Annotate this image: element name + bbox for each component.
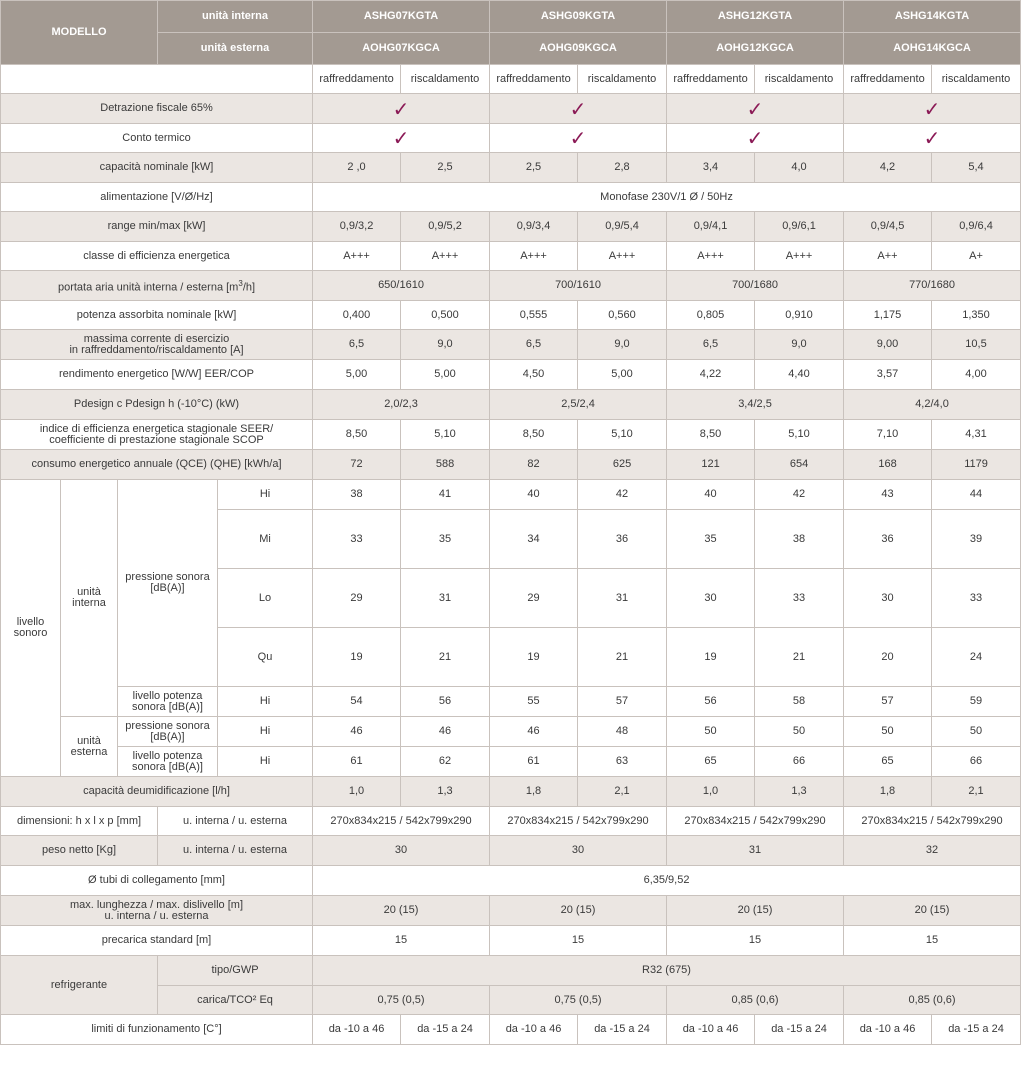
cell-value: 56 <box>667 687 755 717</box>
sound-indoor-label: unità interna <box>61 480 118 717</box>
cell-value: 2,8 <box>578 153 667 183</box>
cell-value: 625 <box>578 450 667 480</box>
cell-value: 15 <box>313 926 490 956</box>
cell-value: 0,9/3,4 <box>490 212 578 242</box>
cell-value: 6,5 <box>667 330 755 360</box>
cell-value: R32 (675) <box>313 956 1021 986</box>
mode-cooling: raffreddamento <box>667 65 755 94</box>
sound-pressure-label: pressione sonora [dB(A)] <box>118 717 218 747</box>
cell-value: 44 <box>932 480 1021 510</box>
mode-cooling: raffreddamento <box>490 65 578 94</box>
mode-cooling: raffreddamento <box>844 65 932 94</box>
row-label-lunghezza: max. lunghezza / max. dislivello [m] u. interna / u. esterna <box>1 896 313 926</box>
indoor-model-3: ASHG12KGTA <box>667 1 844 33</box>
cell-value: 29 <box>313 569 401 628</box>
cell-value: 50 <box>844 717 932 747</box>
cell-value: 21 <box>578 628 667 687</box>
cell-value: 9,0 <box>401 330 490 360</box>
cell-value: da -15 a 24 <box>578 1015 667 1045</box>
cell-value: 4,31 <box>932 420 1021 450</box>
cell-value: 5,10 <box>401 420 490 450</box>
sound-level-lo: Lo <box>218 569 313 628</box>
cell-value: 1,8 <box>844 777 932 807</box>
cell-value: da -15 a 24 <box>755 1015 844 1045</box>
cell-value: 0,9/4,1 <box>667 212 755 242</box>
mode-cooling: raffreddamento <box>313 65 401 94</box>
cell-value: 20 (15) <box>844 896 1021 926</box>
cell-value: A+++ <box>578 242 667 271</box>
cell-value: 59 <box>932 687 1021 717</box>
row-label-deumidificazione: capacità deumidificazione [l/h] <box>1 777 313 807</box>
row-label-alimentazione: alimentazione [V/Ø/Hz] <box>1 183 313 212</box>
cell-value: A+++ <box>755 242 844 271</box>
row-label-potenza: potenza assorbita nominale [kW] <box>1 301 313 330</box>
cell-value: 35 <box>667 510 755 569</box>
cell-value: 2,1 <box>932 777 1021 807</box>
row-label-range: range min/max [kW] <box>1 212 313 242</box>
cell-value: 30 <box>490 836 667 866</box>
cell-value: 19 <box>313 628 401 687</box>
cell-value: 0,9/5,2 <box>401 212 490 242</box>
indoor-unit-header: unità interna <box>158 1 313 33</box>
cell-value: 46 <box>401 717 490 747</box>
cell-value: 1,8 <box>490 777 578 807</box>
cell-value: A+ <box>932 242 1021 271</box>
cell-value: Monofase 230V/1 Ø / 50Hz <box>313 183 1021 212</box>
cell-value: 0,500 <box>401 301 490 330</box>
cell-value: 270x834x215 / 542x799x290 <box>490 807 667 836</box>
cell-value: 4,00 <box>932 360 1021 390</box>
sound-pressure-label: pressione sonora [dB(A)] <box>118 480 218 687</box>
cell-value: 0,75 (0,5) <box>313 986 490 1015</box>
check-icon: ✓ <box>667 94 844 124</box>
cell-value: 61 <box>313 747 401 777</box>
cell-value: da -10 a 46 <box>313 1015 401 1045</box>
cell-value: da -10 a 46 <box>490 1015 578 1045</box>
cell-value: 0,9/6,1 <box>755 212 844 242</box>
cell-value: 9,0 <box>578 330 667 360</box>
cell-value: 770/1680 <box>844 271 1021 301</box>
cell-value: 654 <box>755 450 844 480</box>
cell-value: 0,560 <box>578 301 667 330</box>
cell-value: 38 <box>313 480 401 510</box>
cell-value: 33 <box>755 569 844 628</box>
sound-power-label: livello potenza sonora [dB(A)] <box>118 687 218 717</box>
cell-value: 36 <box>578 510 667 569</box>
mode-heating: riscaldamento <box>932 65 1021 94</box>
cell-value: 1179 <box>932 450 1021 480</box>
cell-value: 1,175 <box>844 301 932 330</box>
cell-value: A+++ <box>401 242 490 271</box>
cell-value: 700/1680 <box>667 271 844 301</box>
cell-value: 0,9/3,2 <box>313 212 401 242</box>
cell-value: 63 <box>578 747 667 777</box>
cell-value: 1,0 <box>667 777 755 807</box>
cell-value: 41 <box>401 480 490 510</box>
cell-value: 19 <box>667 628 755 687</box>
cell-value: 31 <box>401 569 490 628</box>
cell-value: 42 <box>578 480 667 510</box>
cell-value: 39 <box>932 510 1021 569</box>
cell-value: 46 <box>313 717 401 747</box>
cell-value: 65 <box>667 747 755 777</box>
cell-value: 20 (15) <box>313 896 490 926</box>
cell-value: 56 <box>401 687 490 717</box>
cell-value: 33 <box>313 510 401 569</box>
row-label-classe: classe di efficienza energetica <box>1 242 313 271</box>
cell-value: 121 <box>667 450 755 480</box>
cell-value: 3,57 <box>844 360 932 390</box>
cell-value: 38 <box>755 510 844 569</box>
cell-value: 0,85 (0,6) <box>844 986 1021 1015</box>
mode-row-blank <box>1 65 313 94</box>
cell-value: 19 <box>490 628 578 687</box>
cell-value: 5,00 <box>313 360 401 390</box>
check-icon: ✓ <box>844 94 1021 124</box>
cell-value: 9,00 <box>844 330 932 360</box>
cell-value: A+++ <box>490 242 578 271</box>
cell-value: 15 <box>490 926 667 956</box>
cell-value: 1,3 <box>755 777 844 807</box>
row-label-consumo: consumo energetico annuale (QCE) (QHE) [kWh/a] <box>1 450 313 480</box>
cell-value: 2,5 <box>401 153 490 183</box>
cell-value: 4,2/4,0 <box>844 390 1021 420</box>
outdoor-model-2: AOHG09KGCA <box>490 33 667 65</box>
cell-value: 700/1610 <box>490 271 667 301</box>
cell-value: 29 <box>490 569 578 628</box>
cell-value: 46 <box>490 717 578 747</box>
row-label-refrigerante: refrigerante <box>1 956 158 1015</box>
sound-level-mi: Mi <box>218 510 313 569</box>
cell-value: 72 <box>313 450 401 480</box>
check-icon: ✓ <box>313 124 490 153</box>
cell-value: 50 <box>667 717 755 747</box>
mode-heating: riscaldamento <box>755 65 844 94</box>
cell-value: 8,50 <box>490 420 578 450</box>
row-sublabel-peso: u. interna / u. esterna <box>158 836 313 866</box>
check-icon: ✓ <box>313 94 490 124</box>
cell-value: 4,22 <box>667 360 755 390</box>
cell-value: 61 <box>490 747 578 777</box>
cell-value: 21 <box>401 628 490 687</box>
cell-value: 31 <box>667 836 844 866</box>
cell-value: 0,9/6,4 <box>932 212 1021 242</box>
indoor-model-2: ASHG09KGTA <box>490 1 667 33</box>
cell-value: 54 <box>313 687 401 717</box>
cell-value: 66 <box>932 747 1021 777</box>
cell-value: 62 <box>401 747 490 777</box>
indoor-model-1: ASHG07KGTA <box>313 1 490 33</box>
row-label-capacita: capacità nominale [kW] <box>1 153 313 183</box>
cell-value: 3,4/2,5 <box>667 390 844 420</box>
cell-value: 50 <box>932 717 1021 747</box>
cell-value: 3,4 <box>667 153 755 183</box>
cell-value: 35 <box>401 510 490 569</box>
row-label-precarica: precarica standard [m] <box>1 926 313 956</box>
cell-value: da -15 a 24 <box>932 1015 1021 1045</box>
outdoor-model-4: AOHG14KGCA <box>844 33 1021 65</box>
cell-value: 34 <box>490 510 578 569</box>
cell-value: 2,5/2,4 <box>490 390 667 420</box>
cell-value: 2,1 <box>578 777 667 807</box>
cell-value: 0,910 <box>755 301 844 330</box>
cell-value: 20 (15) <box>667 896 844 926</box>
cell-value: 5,4 <box>932 153 1021 183</box>
mode-heating: riscaldamento <box>401 65 490 94</box>
cell-value: 7,10 <box>844 420 932 450</box>
cell-value: 4,0 <box>755 153 844 183</box>
cell-value: 0,9/5,4 <box>578 212 667 242</box>
cell-value: 4,50 <box>490 360 578 390</box>
cell-value: 0,805 <box>667 301 755 330</box>
cell-value: 270x834x215 / 542x799x290 <box>667 807 844 836</box>
cell-value: da -15 a 24 <box>401 1015 490 1045</box>
cell-value: 36 <box>844 510 932 569</box>
cell-value: 30 <box>667 569 755 628</box>
cell-value: 6,5 <box>313 330 401 360</box>
cell-value: 4,40 <box>755 360 844 390</box>
cell-value: 6,35/9,52 <box>313 866 1021 896</box>
row-label-dimensioni: dimensioni: h x l x p [mm] <box>1 807 158 836</box>
sound-level-label: livello sonoro <box>1 480 61 777</box>
cell-value: 1,350 <box>932 301 1021 330</box>
cell-value: 57 <box>844 687 932 717</box>
indoor-model-4: ASHG14KGTA <box>844 1 1021 33</box>
cell-value: A+++ <box>313 242 401 271</box>
cell-value: 5,10 <box>578 420 667 450</box>
row-label-seer: indice di efficienza energetica stagionale SEER/ coefficiente di prestazione stagionale SCOP <box>1 420 313 450</box>
cell-value: 588 <box>401 450 490 480</box>
row-label-detrazione: Detrazione fiscale 65% <box>1 94 313 124</box>
cell-value: 5,00 <box>578 360 667 390</box>
cell-value: 58 <box>755 687 844 717</box>
cell-value: 2,0/2,3 <box>313 390 490 420</box>
sound-outdoor-label: unità esterna <box>61 717 118 777</box>
row-sublabel-carica: carica/TCO² Eq <box>158 986 313 1015</box>
check-icon: ✓ <box>490 124 667 153</box>
check-icon: ✓ <box>844 124 1021 153</box>
cell-value: 40 <box>490 480 578 510</box>
cell-value: 4,2 <box>844 153 932 183</box>
cell-value: 50 <box>755 717 844 747</box>
cell-value: 5,10 <box>755 420 844 450</box>
mode-heating: riscaldamento <box>578 65 667 94</box>
outdoor-unit-header: unità esterna <box>158 33 313 65</box>
cell-value: 0,400 <box>313 301 401 330</box>
cell-value: da -10 a 46 <box>667 1015 755 1045</box>
cell-value: 1,0 <box>313 777 401 807</box>
cell-value: 6,5 <box>490 330 578 360</box>
row-label-tubi: Ø tubi di collegamento [mm] <box>1 866 313 896</box>
cell-value: 9,0 <box>755 330 844 360</box>
cell-value: 42 <box>755 480 844 510</box>
check-icon: ✓ <box>667 124 844 153</box>
cell-value: 2 ,0 <box>313 153 401 183</box>
cell-value: 48 <box>578 717 667 747</box>
cell-value: 8,50 <box>667 420 755 450</box>
cell-value: 40 <box>667 480 755 510</box>
cell-value: 650/1610 <box>313 271 490 301</box>
cell-value: da -10 a 46 <box>844 1015 932 1045</box>
row-label-conto-termico: Conto termico <box>1 124 313 153</box>
cell-value: 5,00 <box>401 360 490 390</box>
cell-value: 1,3 <box>401 777 490 807</box>
cell-value: 0,9/4,5 <box>844 212 932 242</box>
sound-level-hi: Hi <box>218 687 313 717</box>
sound-level-hi: Hi <box>218 717 313 747</box>
row-label-portata: portata aria unità interna / esterna $[m^3/h]$ <box>1 271 313 301</box>
cell-value: 270x834x215 / 542x799x290 <box>313 807 490 836</box>
cell-value: A++ <box>844 242 932 271</box>
cell-value: 30 <box>313 836 490 866</box>
cell-value: 168 <box>844 450 932 480</box>
sound-level-hi: Hi <box>218 480 313 510</box>
cell-value: A+++ <box>667 242 755 271</box>
row-label-pdesign: Pdesign c Pdesign h (-10°C) (kW) <box>1 390 313 420</box>
sound-level-hi: Hi <box>218 747 313 777</box>
cell-value: 15 <box>667 926 844 956</box>
cell-value: 32 <box>844 836 1021 866</box>
cell-value: 20 <box>844 628 932 687</box>
cell-value: 0,85 (0,6) <box>667 986 844 1015</box>
row-label-peso: peso netto [Kg] <box>1 836 158 866</box>
cell-value: 24 <box>932 628 1021 687</box>
cell-value: 2,5 <box>490 153 578 183</box>
cell-value: 82 <box>490 450 578 480</box>
cell-value: 31 <box>578 569 667 628</box>
cell-value: 270x834x215 / 542x799x290 <box>844 807 1021 836</box>
cell-value: 57 <box>578 687 667 717</box>
cell-value: 8,50 <box>313 420 401 450</box>
sound-level-qu: Qu <box>218 628 313 687</box>
cell-value: 65 <box>844 747 932 777</box>
row-label-rendimento: rendimento energetico [W/W] EER/COP <box>1 360 313 390</box>
model-header: MODELLO <box>1 1 158 65</box>
cell-value: 43 <box>844 480 932 510</box>
sound-power-label: livello potenza sonora [dB(A)] <box>118 747 218 777</box>
cell-value: 55 <box>490 687 578 717</box>
cell-value: 20 (15) <box>490 896 667 926</box>
row-label-corrente: massima corrente di esercizio in raffreddamento/riscaldamento [A] <box>1 330 313 360</box>
cell-value: 0,555 <box>490 301 578 330</box>
cell-value: 15 <box>844 926 1021 956</box>
cell-value: 33 <box>932 569 1021 628</box>
check-icon: ✓ <box>490 94 667 124</box>
outdoor-model-3: AOHG12KGCA <box>667 33 844 65</box>
cell-value: 66 <box>755 747 844 777</box>
cell-value: 30 <box>844 569 932 628</box>
row-sublabel-dimensioni: u. interna / u. esterna <box>158 807 313 836</box>
cell-value: 21 <box>755 628 844 687</box>
row-sublabel-tipo: tipo/GWP <box>158 956 313 986</box>
row-label-limiti: limiti di funzionamento [C°] <box>1 1015 313 1045</box>
outdoor-model-1: AOHG07KGCA <box>313 33 490 65</box>
cell-value: 0,75 (0,5) <box>490 986 667 1015</box>
cell-value: 10,5 <box>932 330 1021 360</box>
